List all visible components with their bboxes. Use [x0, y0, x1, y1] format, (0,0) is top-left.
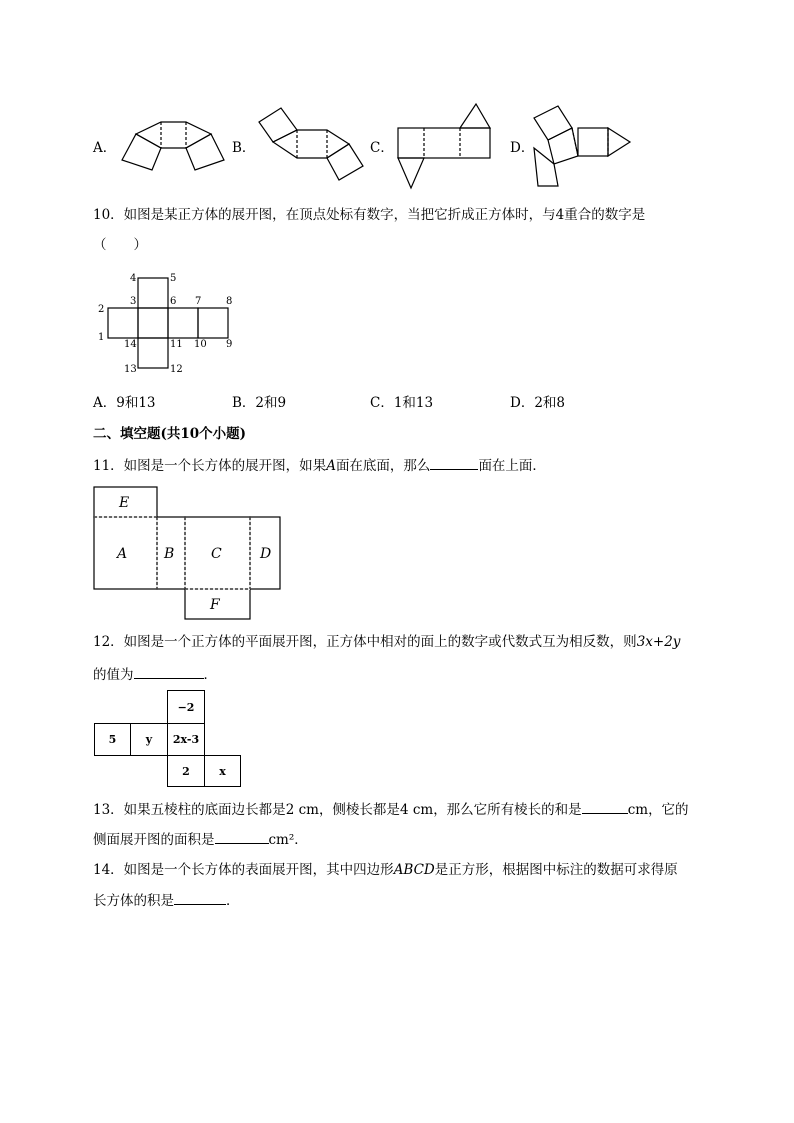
q10-label-7: 7 [195, 296, 202, 307]
q9-option-a-figure [116, 116, 230, 176]
q10-option-d: D．2和8 [510, 395, 566, 411]
q12-cell-x: x [204, 755, 241, 787]
q14-part2: 是正方形，根据图中标注的数据可求得原 [434, 862, 678, 878]
q13-answer-blank-1[interactable] [582, 799, 628, 814]
q13-part3: ，那么它所有棱长的和是 [433, 802, 582, 818]
q12-cell-2: 2 [167, 755, 205, 787]
q13-answer-blank-2[interactable] [215, 829, 269, 844]
q11-face-c: C [211, 546, 222, 562]
q14-part4: ． [226, 893, 240, 909]
q11-cuboid-net-figure [90, 483, 285, 623]
q10-stem: 10．如图是某正方体的展开图，在顶点处标有数字，当把它折成正方体时，与4重合的数字是 [93, 207, 646, 223]
q12-cell-y: y [130, 723, 168, 756]
q14-part1: 14．如图是一个长方体的表面展开图，其中四边形 [93, 862, 394, 878]
q13-part4: ，它的 [648, 802, 689, 818]
q11-stem-part3: 面在上面． [478, 458, 546, 474]
q9-option-b-figure [255, 104, 367, 184]
q11-face-d: D [260, 546, 272, 562]
q13-part5: 侧面展开图的面积是 [93, 832, 215, 848]
q10-label-1: 1 [98, 332, 105, 343]
q10-label-10: 10 [194, 339, 207, 350]
q9-option-b-letter: B． [232, 140, 256, 156]
q13-stem-line1 [93, 799, 689, 820]
q13-part2: ，侧棱长都是 [318, 802, 400, 818]
q10-label-5: 5 [170, 273, 177, 284]
q14-stem-line2 [93, 890, 240, 911]
q11-face-e: E [119, 495, 130, 511]
q13-lateral-edge: 4 cm [399, 802, 434, 818]
q10-label-9: 9 [226, 339, 233, 350]
q12-stem-line2 [93, 664, 217, 685]
q12-answer-blank[interactable] [134, 664, 204, 679]
q11-face-b: B [164, 546, 175, 562]
q12-cell-2x-3: 2x-3 [167, 723, 205, 756]
q9-option-d-figure [530, 102, 634, 188]
q13-base-edge: 2 cm [285, 802, 319, 818]
q13-part6: ． [294, 832, 308, 848]
q10-label-14: 14 [124, 339, 137, 350]
q10-label-13: 13 [124, 364, 137, 375]
q11-stem-part1: 11．如图是一个长方体的展开图，如果 [93, 458, 327, 474]
q10-label-12: 12 [170, 364, 183, 375]
q10-label-2: 2 [98, 304, 105, 315]
q9-option-a-letter: A． [93, 140, 117, 156]
q12-expression: 3x+2y [636, 634, 681, 650]
q13-unit1: cm [627, 802, 649, 818]
q10-cube-net-figure [94, 268, 244, 378]
q10-option-b: B．2和9 [232, 395, 287, 411]
q13-unit2: cm² [268, 832, 295, 848]
q12-stem-line1 [93, 632, 680, 652]
q11-face-f: F [210, 597, 220, 613]
q9-option-d-letter: D． [510, 140, 535, 156]
q14-stem-line1 [93, 860, 678, 880]
q11-answer-blank[interactable] [430, 455, 478, 470]
q9-option-c-figure [394, 100, 494, 192]
q13-part1: 13．如果五棱柱的底面边长都是 [93, 802, 286, 818]
q14-abcd: ABCD [393, 862, 435, 878]
section-2-title: 二、填空题(共10个小题) [93, 426, 247, 442]
q14-answer-blank[interactable] [174, 890, 226, 905]
q10-label-6: 6 [170, 296, 177, 307]
q10-label-11: 11 [170, 339, 183, 350]
q11-stem [93, 455, 546, 476]
q13-stem-line2 [93, 829, 308, 850]
q10-option-a: A．9和13 [93, 395, 156, 411]
q11-face-a: A [117, 546, 128, 562]
q12-stem-part1: 12．如图是一个正方体的平面展开图，正方体中相对的面上的数字或代数式互为相反数，则 [93, 634, 637, 650]
q12-stem-end: ． [203, 667, 217, 683]
q10-option-c: C．1和13 [370, 395, 434, 411]
q14-part3: 长方体的积是 [93, 893, 174, 909]
q10-label-3: 3 [130, 296, 137, 307]
q11-stem-part2: 面在底面，那么 [335, 458, 431, 474]
q10-label-4: 4 [130, 273, 137, 284]
q11-var-a: A [326, 458, 336, 474]
q10-answer-paren: （ ） [93, 237, 147, 253]
q12-cell-5: 5 [94, 723, 131, 756]
q12-stem-part2: 的值为 [93, 667, 134, 683]
q12-cell-neg2: −2 [167, 690, 205, 724]
q10-label-8: 8 [226, 296, 233, 307]
q9-option-c-letter: C． [370, 140, 394, 156]
